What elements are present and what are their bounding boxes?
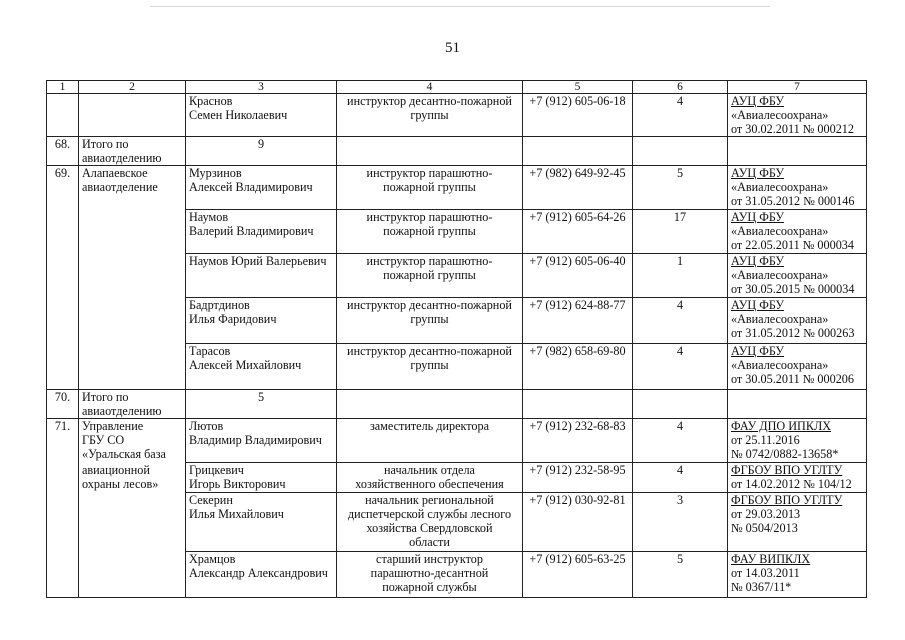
total-label: Итого по авиаотделению	[79, 137, 186, 166]
total-value: 5	[186, 390, 337, 419]
employee-phone: +7 (912) 605-06-40	[523, 254, 633, 298]
employee-certificate: ФАУ ВИПКЛХ от 14.03.2011 № 0367/11*	[728, 552, 867, 598]
row-number-cell	[47, 344, 79, 390]
unit-cell	[79, 254, 186, 298]
employee-name: Храмцов Александр Александрович	[186, 552, 337, 598]
employee-position: инструктор десантно-пожарной группы	[337, 298, 523, 344]
employee-certificate: АУЦ ФБУ «Авиалесоохрана» от 30.05.2011 № 000206	[728, 344, 867, 390]
empty-cell	[523, 390, 633, 419]
table-row	[47, 254, 867, 298]
empty-cell	[633, 390, 728, 419]
row-number-cell	[47, 254, 79, 298]
employee-experience: 4	[633, 463, 728, 493]
employee-certificate: АУЦ ФБУ «Авиалесоохрана» от 30.02.2011 № 000212	[728, 94, 867, 137]
row-number-cell	[47, 298, 79, 344]
table-row	[47, 344, 867, 390]
total-label: Итого по авиаотделению	[79, 390, 186, 419]
table-row	[47, 552, 867, 598]
employee-phone: +7 (982) 649-92-45	[523, 166, 633, 210]
employee-experience: 4	[633, 344, 728, 390]
employee-certificate: ФГБОУ ВПО УГЛТУ от 29.03.2013 № 0504/2013	[728, 493, 867, 552]
employee-position: начальник отдела хозяйственного обеспечения	[337, 463, 523, 493]
employee-name: Лютов Владимир Владимирович	[186, 419, 337, 463]
column-header: 6	[633, 81, 728, 94]
column-numbers-row	[47, 81, 867, 94]
row-number-cell	[47, 463, 79, 493]
employee-name: Наумов Валерий Владимирович	[186, 210, 337, 254]
unit-cell	[79, 552, 186, 598]
employee-experience: 1	[633, 254, 728, 298]
row-number: 68.	[47, 137, 79, 166]
employee-position: инструктор десантно-пожарной группы	[337, 344, 523, 390]
employee-name: Грицкевич Игорь Викторович	[186, 463, 337, 493]
employee-certificate: АУЦ ФБУ «Авиалесоохрана» от 31.05.2012 № 000146	[728, 166, 867, 210]
total-row	[47, 137, 867, 166]
page-number: 51	[445, 40, 460, 56]
column-header: 7	[728, 81, 867, 94]
employee-experience: 17	[633, 210, 728, 254]
row-number-cell	[47, 94, 79, 137]
employee-certificate: ФАУ ДПО ИПКЛХ от 25.11.2016 № 0742/0882-13658*	[728, 419, 867, 463]
employee-position: инструктор парашютно- пожарной группы	[337, 166, 523, 210]
employee-certificate: АУЦ ФБУ «Авиалесоохрана» от 30.05.2015 № 000034	[728, 254, 867, 298]
employee-experience: 4	[633, 298, 728, 344]
employee-position: начальник региональной диспетчерской службы лесного хозяйства Свердловской области	[337, 493, 523, 552]
unit-cell	[79, 493, 186, 552]
empty-cell	[337, 390, 523, 419]
row-number: 71.	[47, 419, 79, 463]
employee-name: Тарасов Алексей Михайлович	[186, 344, 337, 390]
unit-name: Алапаевское авиаотделение	[79, 166, 186, 210]
employee-name: Наумов Юрий Валерьевич	[186, 254, 337, 298]
column-header: 4	[337, 81, 523, 94]
empty-cell	[523, 137, 633, 166]
row-number-cell	[47, 552, 79, 598]
employee-phone: +7 (912) 232-68-83	[523, 419, 633, 463]
employee-position: старший инструктор парашютно-десантной пожарной службы	[337, 552, 523, 598]
employee-phone: +7 (982) 658-69-80	[523, 344, 633, 390]
total-row	[47, 390, 867, 419]
employee-name: Бадртдинов Илья Фаридович	[186, 298, 337, 344]
table-row	[47, 463, 867, 493]
unit-name: Управление ГБУ СО «Уральская база	[79, 419, 186, 463]
employee-name: Мурзинов Алексей Владимирович	[186, 166, 337, 210]
employee-experience: 3	[633, 493, 728, 552]
table-row	[47, 298, 867, 344]
scan-top-edge	[150, 6, 770, 7]
empty-cell	[728, 137, 867, 166]
employee-phone: +7 (912) 624-88-77	[523, 298, 633, 344]
employee-experience: 5	[633, 166, 728, 210]
column-header: 5	[523, 81, 633, 94]
employee-position: инструктор парашютно- пожарной группы	[337, 254, 523, 298]
empty-cell	[728, 390, 867, 419]
row-number: 69.	[47, 166, 79, 210]
table-row	[47, 166, 867, 210]
column-header: 3	[186, 81, 337, 94]
employee-position: инструктор парашютно- пожарной группы	[337, 210, 523, 254]
table-row	[47, 210, 867, 254]
column-header: 2	[79, 81, 186, 94]
row-number: 70.	[47, 390, 79, 419]
employee-position: заместитель директора	[337, 419, 523, 463]
unit-cell	[79, 94, 186, 137]
employee-name: Секерин Илья Михайлович	[186, 493, 337, 552]
employee-name: Краснов Семен Николаевич	[186, 94, 337, 137]
unit-cell	[79, 210, 186, 254]
row-number-cell	[47, 210, 79, 254]
row-number-cell	[47, 493, 79, 552]
employee-experience: 4	[633, 94, 728, 137]
employee-phone: +7 (912) 030-92-81	[523, 493, 633, 552]
total-value: 9	[186, 137, 337, 166]
table-row	[47, 493, 867, 552]
employee-phone: +7 (912) 605-06-18	[523, 94, 633, 137]
employee-phone: +7 (912) 605-64-26	[523, 210, 633, 254]
empty-cell	[337, 137, 523, 166]
employee-experience: 4	[633, 419, 728, 463]
table-row	[47, 419, 867, 463]
employee-position: инструктор десантно-пожарной группы	[337, 94, 523, 137]
column-header: 1	[47, 81, 79, 94]
empty-cell	[633, 137, 728, 166]
employee-certificate: АУЦ ФБУ «Авиалесоохрана» от 31.05.2012 № 000263	[728, 298, 867, 344]
unit-cell	[79, 298, 186, 344]
employee-certificate: АУЦ ФБУ «Авиалесоохрана» от 22.05.2011 № 000034	[728, 210, 867, 254]
employee-phone: +7 (912) 605-63-25	[523, 552, 633, 598]
employee-experience: 5	[633, 552, 728, 598]
table-row	[47, 94, 867, 137]
unit-cell-continued: авиационной охраны лесов»	[79, 463, 186, 493]
unit-cell	[79, 344, 186, 390]
personnel-table	[46, 80, 867, 598]
employee-certificate: ФГБОУ ВПО УГЛТУ от 14.02.2012 № 104/12	[728, 463, 867, 493]
table-header	[47, 81, 867, 94]
employee-phone: +7 (912) 232-58-95	[523, 463, 633, 493]
